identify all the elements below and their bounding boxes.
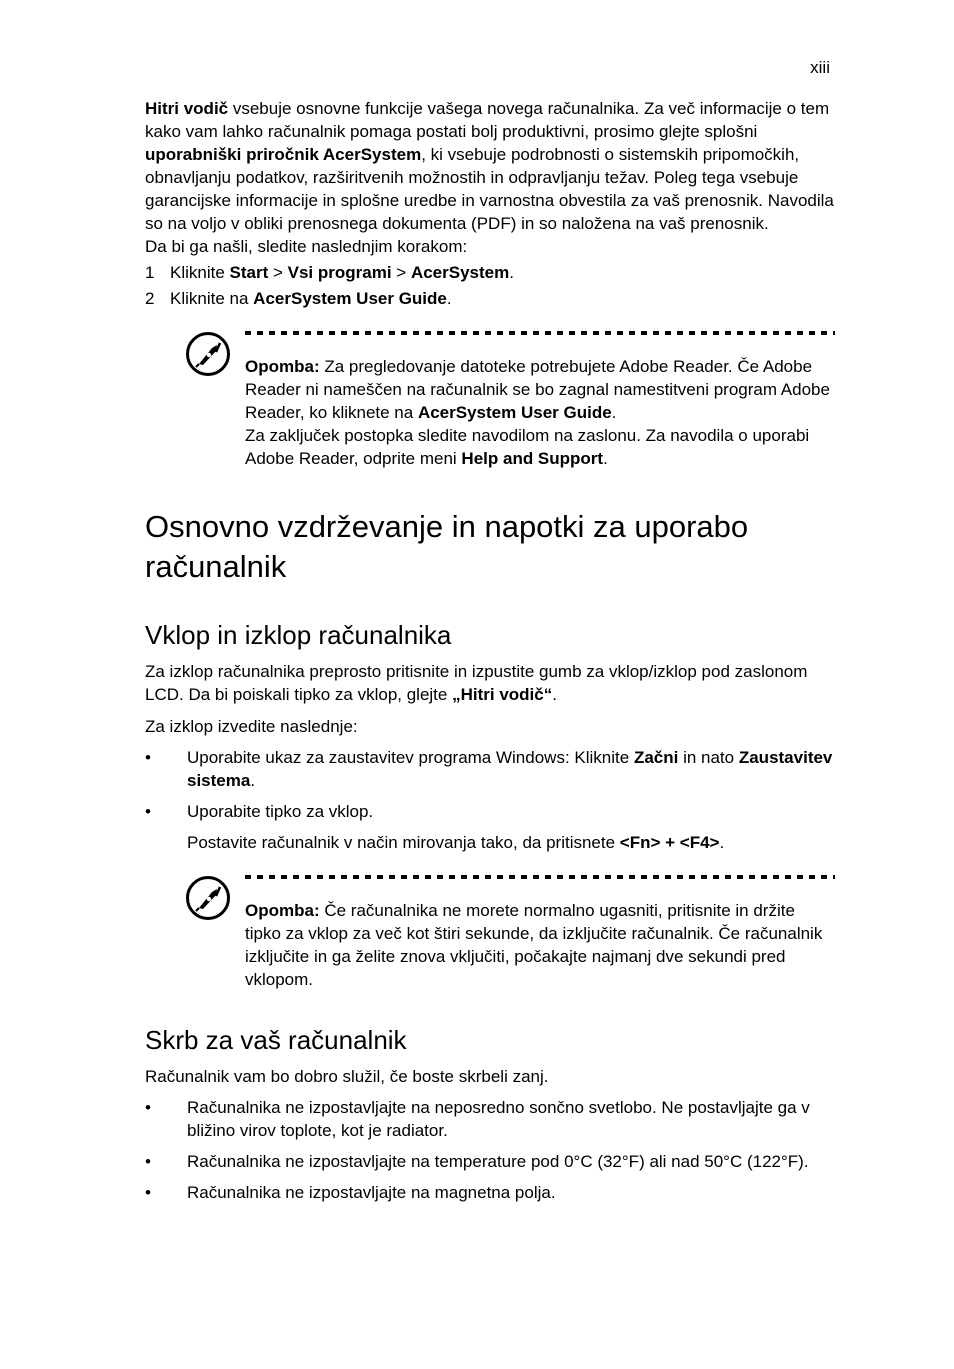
- list-item: • Računalnika ne izpostavljajte na temperature pod 0°C (32°F) ali nad 50°C (122°F).: [145, 1152, 809, 1171]
- note-label: Opomba:: [245, 901, 320, 920]
- step-2: 2 Kliknite na AcerSystem User Guide.: [145, 289, 452, 308]
- page-number: xiii: [810, 58, 830, 77]
- step-1: 1 Kliknite Start > Vsi programi > AcerSystem.: [145, 263, 514, 282]
- note-box: [185, 875, 835, 991]
- note-box: [185, 331, 835, 470]
- list-item: • Računalnika ne izpostavljajte na neposredno sončno svetlobo. Ne postavljajte ga v bližino virov toplote, kot je radiator.: [145, 1098, 810, 1140]
- list-item: • Uporabite ukaz za zaustavitev programa Windows: Kliknite Začni in nato Zaustavitev sistema.: [145, 748, 833, 790]
- section-heading: Osnovno vzdrževanje in napotki za uporabo računalnik: [145, 509, 749, 584]
- steps-list: [145, 261, 835, 310]
- bullet: •: [145, 1183, 151, 1202]
- bullet: •: [145, 802, 151, 821]
- power-paragraph: Za izklop računalnika preprosto pritisnite in izpustite gumb za vklop/izklop pod zaslonom LCD. Da bi poiskali tipko za vklop, glejte „Hitri vodič“.: [145, 662, 808, 704]
- list-item: • Uporabite tipko za vklop.: [145, 802, 374, 821]
- care-paragraph: Računalnik vam bo dobro služil, če boste skrbeli zanj.: [145, 1067, 549, 1086]
- note-text: Opomba: Če računalnika ne morete normalno ugasniti, pritisnite in držite tipko za vklop za več kot štiri sekunde, da izključite računalnik. Če računalnik izključite in ga želite znova vključiti, počakajte najmanj dve sekundi pred vklopom.: [245, 901, 823, 989]
- bullet: •: [145, 1098, 151, 1117]
- note-text: Opomba: Za pregledovanje datoteke potrebujete Adobe Reader. Če Adobe Reader ni nameščen na računalnik se bo zagnal namestitveni program Adobe Reader, ko kliknete na AcerSystem User Guide. Za zaključek postopka sledite navodilom na zaslonu. Za navodila o uporabi Adobe Reader, odprite meni Help and Support.: [245, 357, 830, 468]
- list-item: • Računalnika ne izpostavljajte na magnetna polja.: [145, 1183, 556, 1202]
- intro-paragraph: Hitri vodič vsebuje osnovne funkcije vašega novega računalnika. Za več informacije o tem kako vam lahko računalnik pomaga postati bolj produktivni, prosimo glejte splošni uporabniški priročnik AcerSystem, ki vsebuje podrobnosti o sistemskih pripomočkih, obnavljanju podatkov, razširitvenih možnostih in odpravljanju težav. Poleg tega vsebuje garancijske informacije in splošne uredbe in varnostna obvestila za vaš prenosnik. Navodila so na voljo v obliki prenosnega dokumenta (PDF) in so naložena na vaš prenosnik.: [145, 99, 834, 233]
- subsection-heading-care: Skrb za vaš računalnik: [145, 1025, 407, 1055]
- care-list: [145, 1096, 835, 1204]
- page-content: [145, 97, 835, 1204]
- user-guide-term: uporabniški priročnik AcerSystem: [145, 145, 422, 164]
- note-pen-icon: [185, 331, 231, 377]
- note-pen-icon: [185, 875, 231, 921]
- note-dotted-rule: [245, 875, 835, 879]
- steps-intro: Da bi ga našli, sledite naslednjim korakom:: [145, 237, 468, 256]
- bullet: •: [145, 748, 151, 767]
- note-dotted-rule: [245, 331, 835, 335]
- sleep-mode-text: Postavite računalnik v način mirovanja tako, da pritisnete <Fn> + <F4>.: [187, 833, 725, 852]
- shutdown-list: [145, 746, 835, 823]
- quick-guide-term: Hitri vodič: [145, 99, 229, 118]
- bullet: •: [145, 1152, 151, 1171]
- note-label: Opomba:: [245, 357, 320, 376]
- shutdown-intro: Za izklop izvedite naslednje:: [145, 717, 358, 736]
- subsection-heading-power: Vklop in izklop računalnika: [145, 620, 452, 650]
